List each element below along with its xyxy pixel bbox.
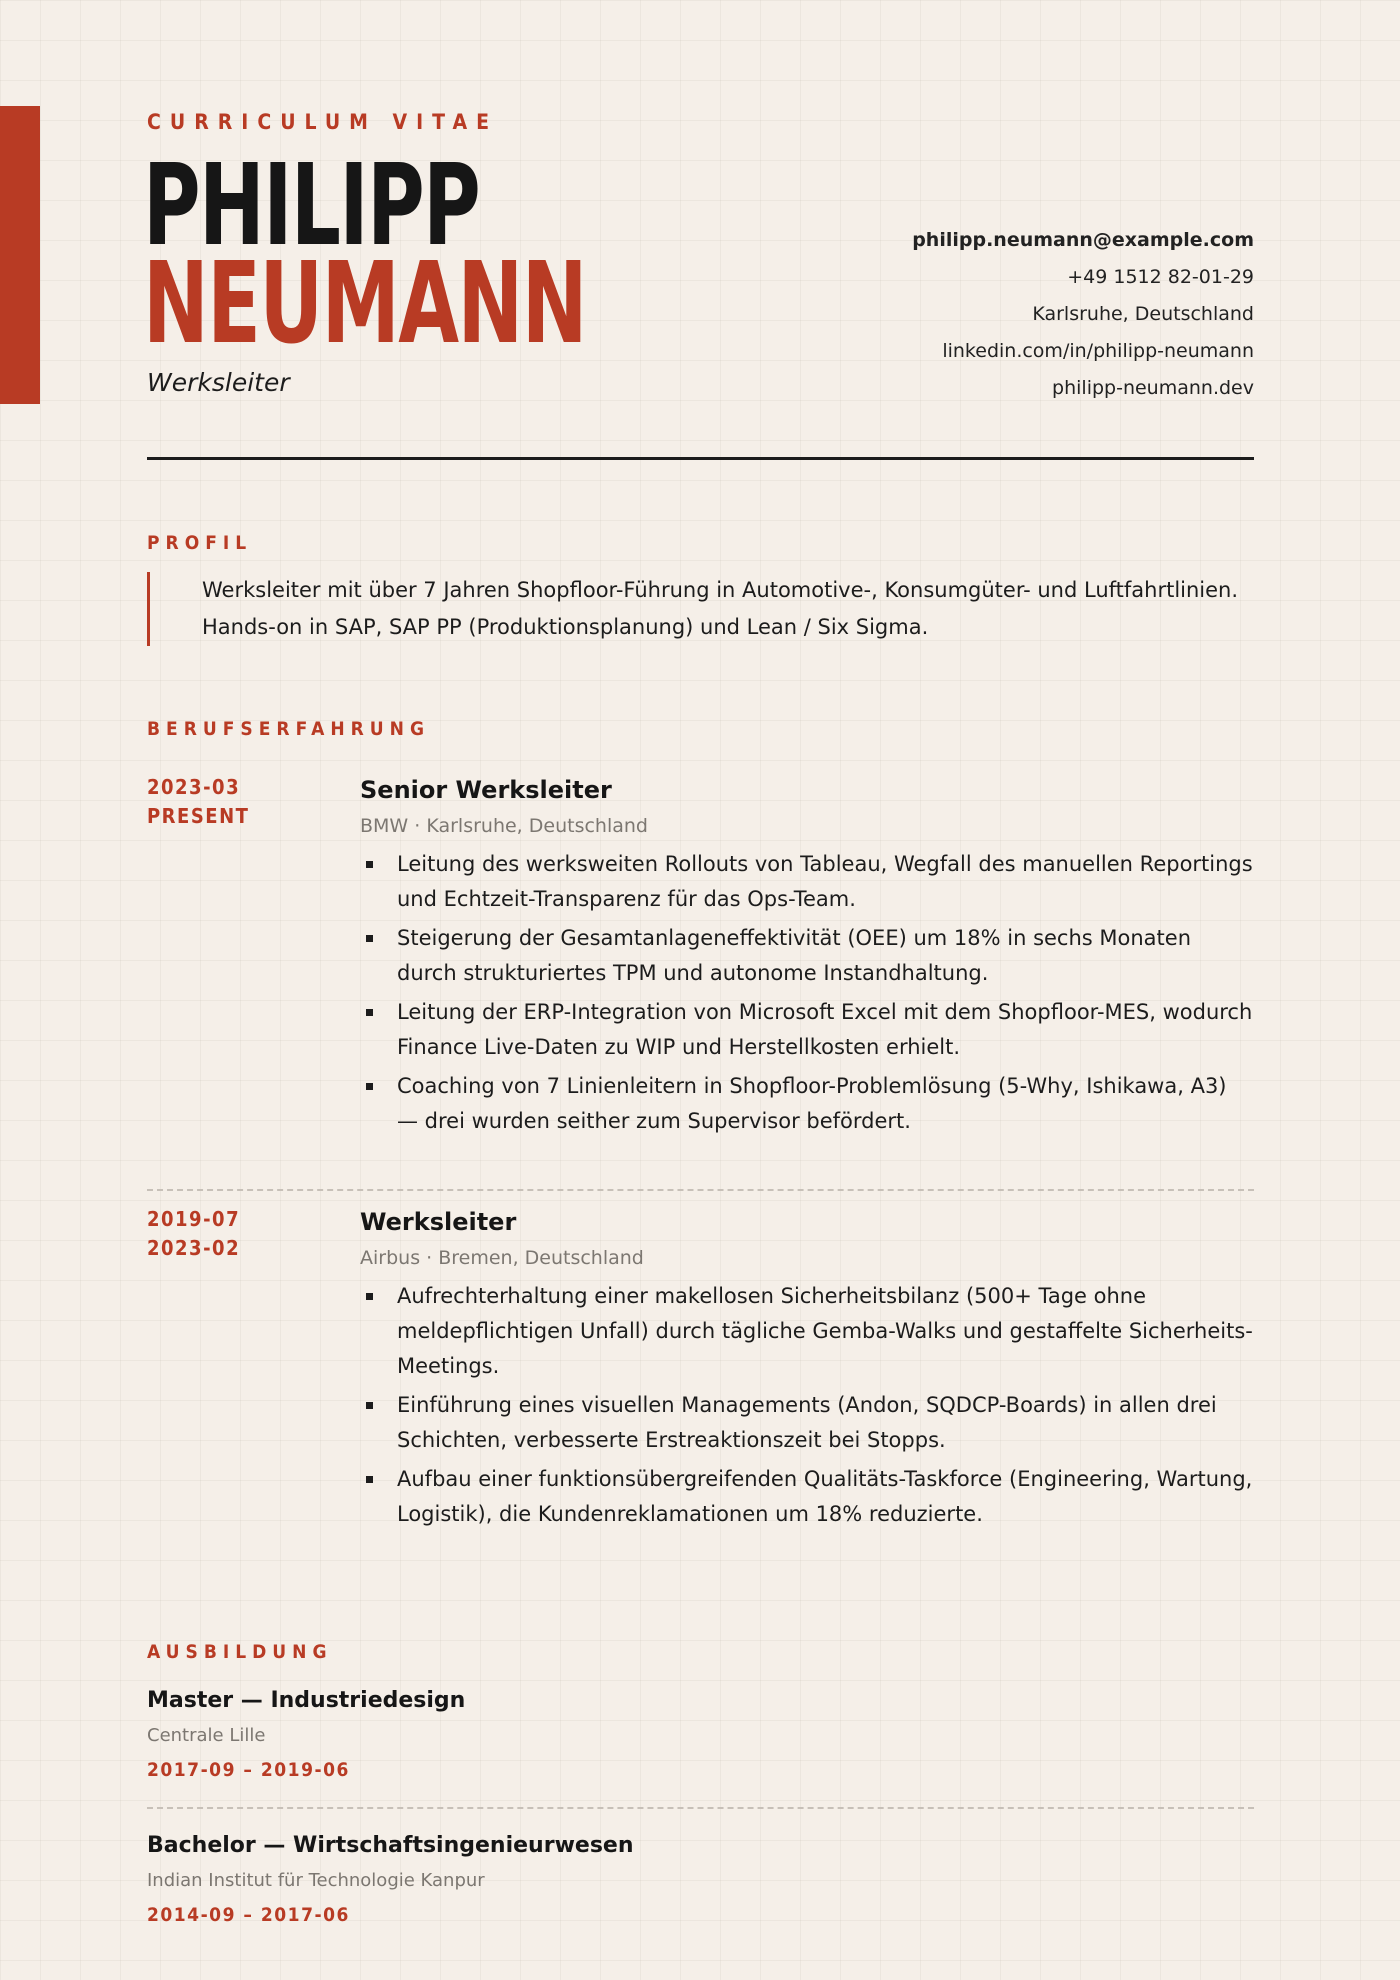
education-dates: 2017-09 – 2019-06 [147,1759,350,1781]
first-name: PHILIPP [143,141,480,271]
contact-location: Karlsruhe, Deutschland [1032,303,1254,325]
contact-linkedin[interactable]: linkedin.com/in/philipp-neumann [942,340,1254,362]
achievement-item: Steigerung der Gesamtanlageneffektivität (OEE) um 18% in sechs Monaten durch strukturiertes TPM und autonome Instandhaltung. [360,921,1254,991]
job-divider [147,1189,1254,1191]
job-dates [147,1205,240,1263]
achievement-item: Leitung des werksweiten Rollouts von Tableau, Wegfall des manuellen Reportings und Echtzeit-Transparenz für das Ops-Team. [360,847,1254,917]
education-school: Centrale Lille [147,1725,266,1746]
last-name: NEUMANN [143,239,586,369]
contact-phone[interactable]: +49 1512 82-01-29 [1067,266,1254,288]
achievement-item: Einführung eines visuellen Managements (Andon, SQDCP-Boards) in allen drei Schichten, verbesserte Erstreaktionszeit bei Stopps. [360,1388,1254,1458]
section-title-experience: BERUFSERFAHRUNG [147,718,430,740]
section-title-profile: PROFIL [147,532,253,554]
education-dates: 2014-09 – 2017-06 [147,1904,350,1926]
job-company: BMW · Karlsruhe, Deutschland [360,815,648,837]
job-achievements [360,847,1254,1139]
header-divider [147,457,1254,460]
job-start-date: 2023-03 [147,775,241,799]
education-degree: Bachelor — Wirtschaftsingenieurwesen [147,1833,634,1858]
education-degree: Master — Industriedesign [147,1688,466,1713]
document-kicker: CURRICULUM VITAE [147,110,498,134]
job-achievements [360,1279,1254,1532]
job-dates [147,773,249,831]
achievement-item: Leitung der ERP-Integration von Microsoft Excel mit dem Shopfloor-MES, wodurch Finance Live-Daten zu WIP und Herstellkosten erhielt. [360,995,1254,1065]
contact-website[interactable]: philipp-neumann.dev [1052,377,1254,399]
accent-bar [0,106,40,404]
education-entry [147,1830,1254,1930]
job-position: Senior Werksleiter [360,776,612,804]
job-end-date: 2023-02 [147,1236,241,1260]
job-company: Airbus · Bremen, Deutschland [360,1247,644,1269]
contact-email[interactable]: philipp.neumann@example.com [912,229,1254,251]
profile-summary: Werksleiter mit über 7 Jahren Shopfloor-Führung in Automotive-, Konsumgüter- und Luftfahrtlinien. Hands-on in SAP, SAP PP (Produktionsplanung) und Lean / Six Sigma. [147,572,1254,646]
education-entry [147,1685,1254,1785]
job-position: Werksleiter [360,1208,517,1236]
contact-block [754,222,1254,407]
achievement-item: Aufbau einer funktionsübergreifenden Qualitäts-Taskforce (Engineering, Wartung, Logistik), die Kundenreklamationen um 18% reduzierte. [360,1462,1254,1532]
achievement-item: Coaching von 7 Linienleitern in Shopfloor-Problemlösung (5-Why, Ishikawa, A3) — drei wurden seither zum Supervisor befördert. [360,1069,1254,1139]
education-divider [147,1807,1254,1809]
job-details [360,1205,1254,1536]
job-role: Werksleiter [147,368,290,397]
education-school: Indian Institut für Technologie Kanpur [147,1870,485,1891]
job-start-date: 2019-07 [147,1207,241,1231]
achievement-item: Aufrechterhaltung einer makellosen Sicherheitsbilanz (500+ Tage ohne meldepflichtigen Unfall) durch tägliche Gemba-Walks und gestaffelte Sicherheits-Meetings. [360,1279,1254,1384]
section-title-education: AUSBILDUNG [147,1641,333,1663]
job-end-date: PRESENT [147,804,250,828]
job-details [360,773,1254,1143]
